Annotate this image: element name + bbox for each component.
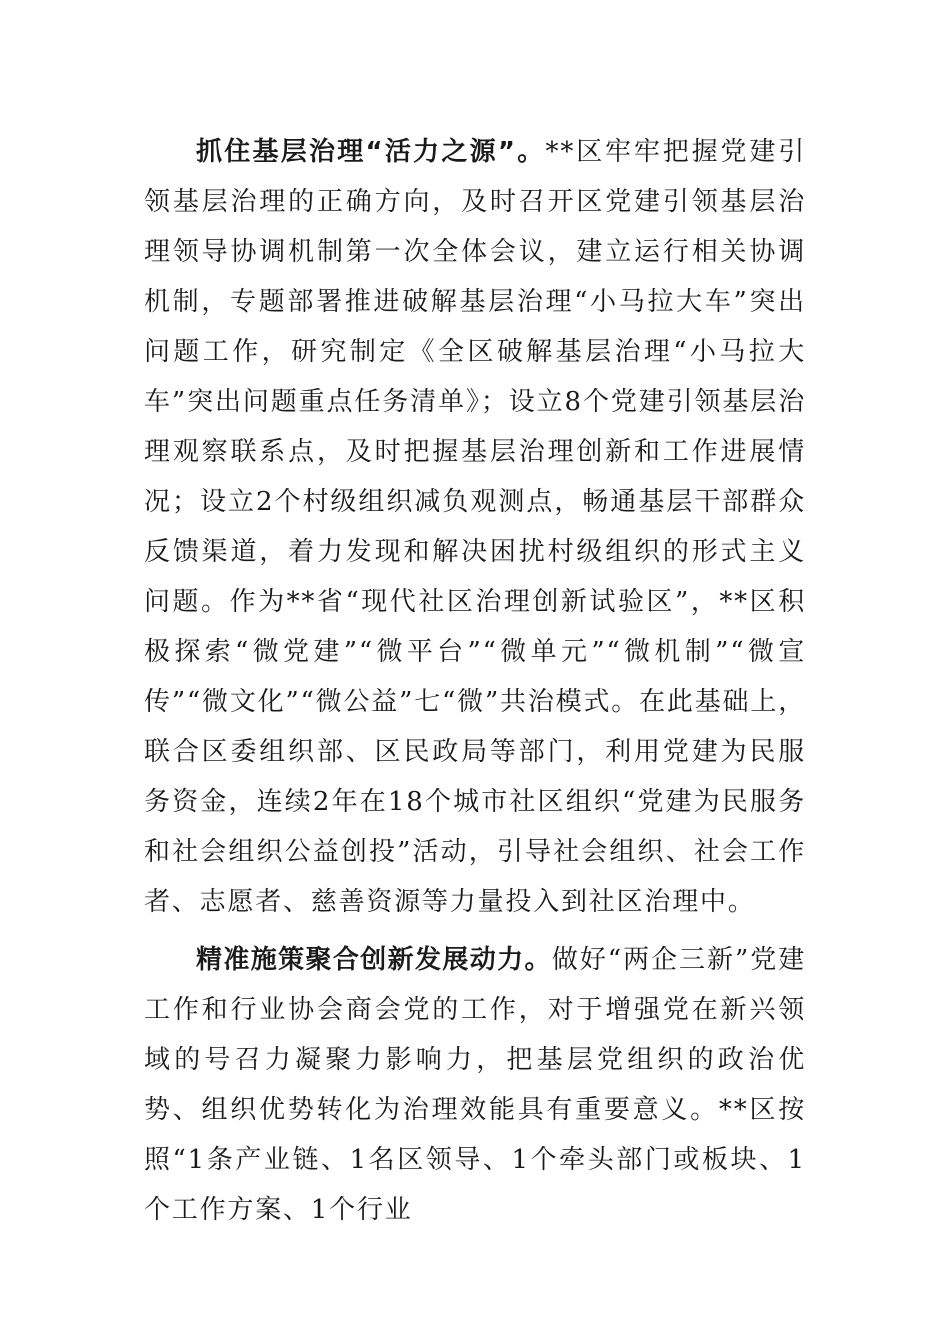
paragraph-heading: 抓住基层治理“活力之源”。 [196,137,546,167]
paragraph-grassroots-governance [144,127,806,927]
paragraph-text: **区牢牢把握党建引领基层治理的正确方向，及时召开区党建引领基层治理领导协调机制第一次全体会议，建立运行相关协调机制，专题部署推进破解基层治理“小马拉大车”突出问题工作，研究制定《全区破解基层治理“小马拉大车”突出问题重点任务清单》；设立8个党建引领基层治理观察联系点，及时把握基层治理创新和工作进展情况；设立2个村级组织减负观测点，畅通基层干部群众反馈渠道，着力发现和解决困扰村级组织的形式主义问题。作为**省“现代社区治理创新试验区”，**区积极探索“微党建”“微平台”“微单元”“微机制”“微宣传”“微文化”“微公益”七“微”共治模式。在此基础上，联合区委组织部、区民政局等部门，利用党建为民服务资金，连续2年在18个城市社区组织“党建为民服务和社会组织公益创投”活动，引导社会组织、社会工作者、志愿者、慈善资源等力量投入到社区治理中。 [144,137,806,917]
paragraph-heading: 精准施策聚合创新发展动力。 [196,945,552,975]
document-body [144,127,806,1235]
paragraph-innovation-development [144,935,806,1235]
paragraph-text: 做好“两企三新”党建工作和行业协会商会党的工作，对于增强党在新兴领域的号召力凝聚力影响力，把基层党组织的政治优势、组织优势转化为治理效能具有重要意义。**区按照“1条产业链、1名区领导、1个牵头部门或板块、1个工作方案、1个行业 [144,945,806,1225]
